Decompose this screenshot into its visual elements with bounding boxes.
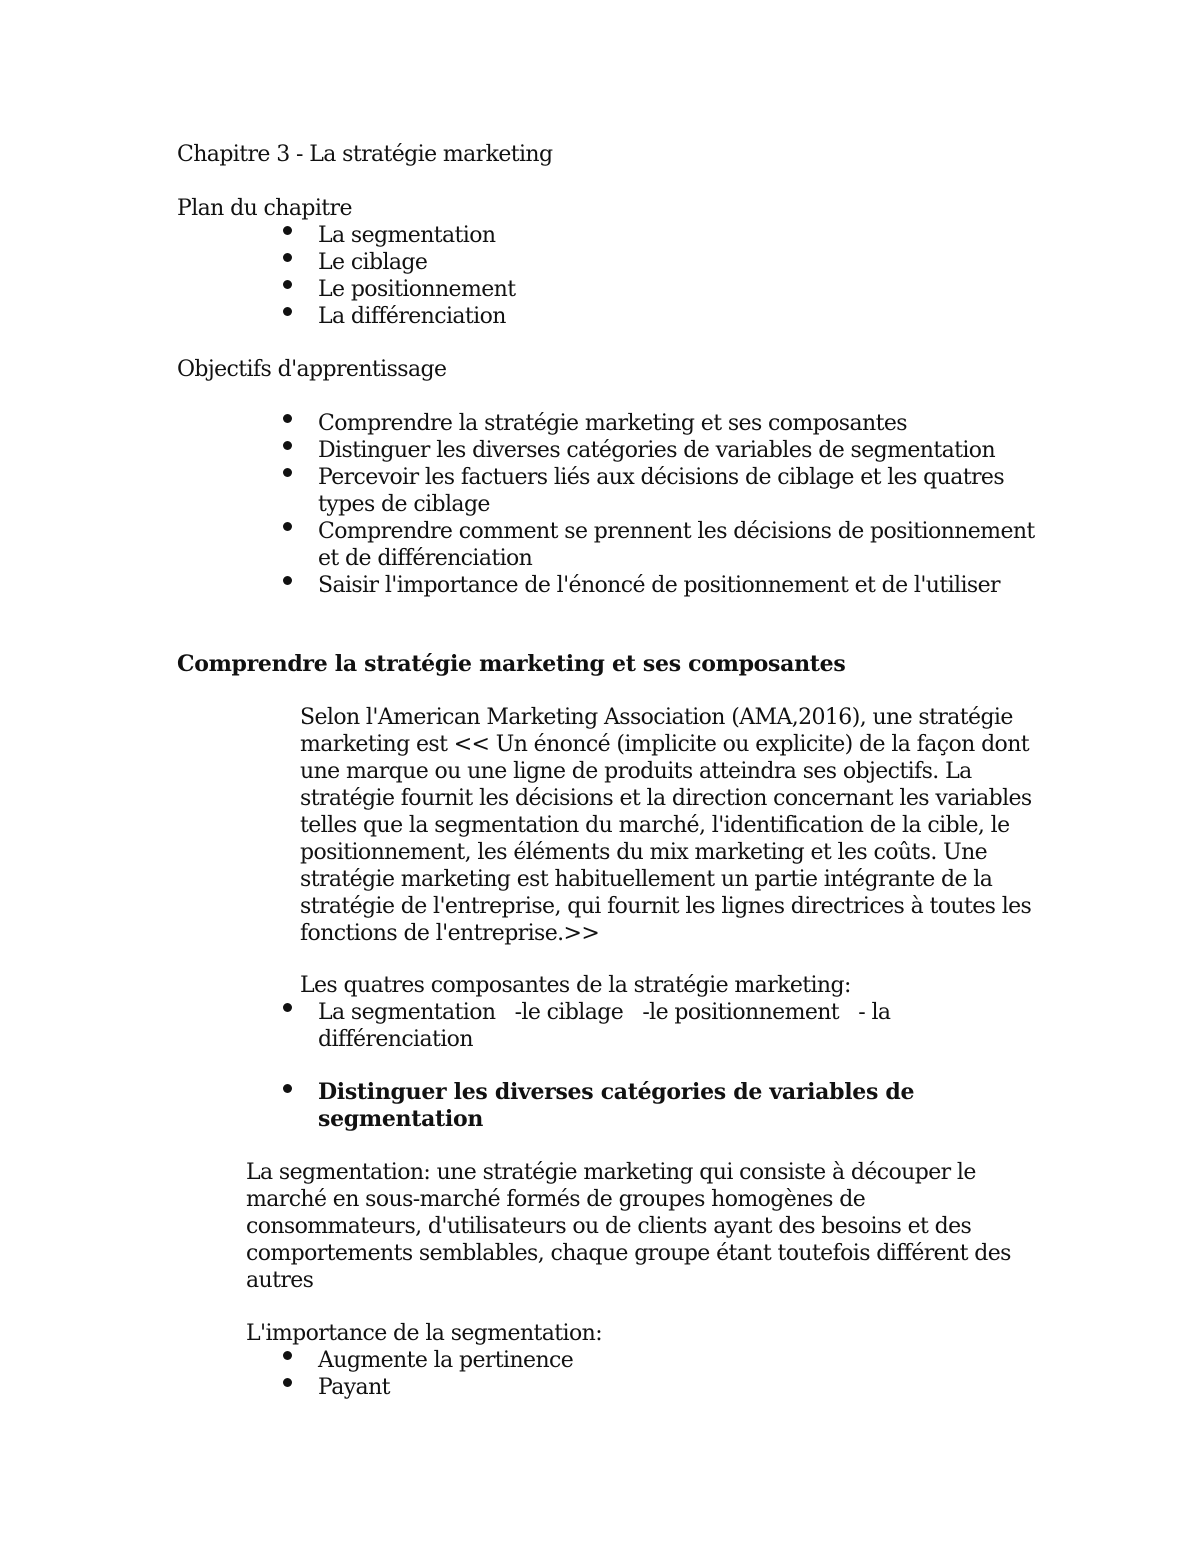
- bullet-icon: [283, 1351, 292, 1360]
- paragraph-line: fonctions de l'entreprise.>>: [300, 921, 600, 946]
- bullet-icon: [283, 1378, 292, 1387]
- bullet-icon: [283, 441, 292, 450]
- bullet-icon: [283, 226, 292, 235]
- list-item: Percevoir les factuers liés aux décisions de ciblage et les quatres: [318, 465, 1005, 490]
- list-item-continuation: types de ciblage: [318, 492, 490, 517]
- paragraph-line: comportements semblables, chaque groupe étant toutefois différent des: [246, 1241, 1011, 1266]
- paragraph-line: une marque ou une ligne de produits atteindra ses objectifs. La: [300, 759, 972, 784]
- list-item: Comprendre comment se prennent les décisions de positionnement: [318, 519, 1035, 544]
- objectifs-heading: Objectifs d'apprentissage: [177, 357, 447, 382]
- paragraph-line: telles que la segmentation du marché, l'identification de la cible, le: [300, 813, 1010, 838]
- list-item: La segmentation -le ciblage -le positionnement - la: [318, 1000, 891, 1025]
- list-item: Saisir l'importance de l'énoncé de positionnement et de l'utiliser: [318, 573, 1000, 598]
- list-item: Payant: [318, 1375, 390, 1400]
- bullet-icon: [283, 1003, 292, 1012]
- bullet-icon: [283, 468, 292, 477]
- list-item: La différenciation: [318, 304, 506, 329]
- paragraph-line: stratégie fournit les décisions et la direction concernant les variables: [300, 786, 1032, 811]
- importance-heading: L'importance de la segmentation:: [246, 1321, 603, 1346]
- bullet-icon: [283, 253, 292, 262]
- paragraph-line: marché en sous-marché formés de groupes homogènes de: [246, 1187, 866, 1212]
- bullet-icon: [283, 307, 292, 316]
- paragraph-line: marketing est << Un énoncé (implicite ou explicite) de la façon dont: [300, 732, 1030, 757]
- bullet-icon: [283, 280, 292, 289]
- list-item: Le ciblage: [318, 250, 428, 275]
- list-item-continuation: différenciation: [318, 1027, 473, 1052]
- paragraph-line: positionnement, les éléments du mix marketing et les coûts. Une: [300, 840, 988, 865]
- document-title: Chapitre 3 - La stratégie marketing: [177, 142, 553, 167]
- list-item-continuation: et de différenciation: [318, 546, 533, 571]
- paragraph-line: Selon l'American Marketing Association (AMA,2016), une stratégie: [300, 705, 1013, 730]
- list-item: Comprendre la stratégie marketing et ses composantes: [318, 411, 907, 436]
- section2-heading-line: segmentation: [318, 1106, 484, 1132]
- list-item: La segmentation: [318, 223, 496, 248]
- paragraph-line: stratégie marketing est habituellement un partie intégrante de la: [300, 867, 993, 892]
- bullet-icon: [283, 522, 292, 531]
- bullet-icon: [283, 576, 292, 585]
- section1-heading: Comprendre la stratégie marketing et ses composantes: [177, 651, 846, 677]
- paragraph-line: La segmentation: une stratégie marketing qui consiste à découper le: [246, 1160, 976, 1185]
- list-item: Augmente la pertinence: [318, 1348, 574, 1373]
- list-item: Le positionnement: [318, 277, 516, 302]
- paragraph-line: consommateurs, d'utilisateurs ou de clients ayant des besoins et des: [246, 1214, 972, 1239]
- paragraph-line: autres: [246, 1268, 314, 1293]
- components-intro: Les quatres composantes de la stratégie marketing:: [300, 973, 851, 998]
- plan-heading: Plan du chapitre: [177, 196, 352, 221]
- section2-heading-line: Distinguer les diverses catégories de variables de: [318, 1079, 915, 1105]
- paragraph-line: stratégie de l'entreprise, qui fournit les lignes directrices à toutes les: [300, 894, 1032, 919]
- bullet-icon: [283, 414, 292, 423]
- list-item: Distinguer les diverses catégories de variables de segmentation: [318, 438, 996, 463]
- bullet-icon: [283, 1084, 292, 1093]
